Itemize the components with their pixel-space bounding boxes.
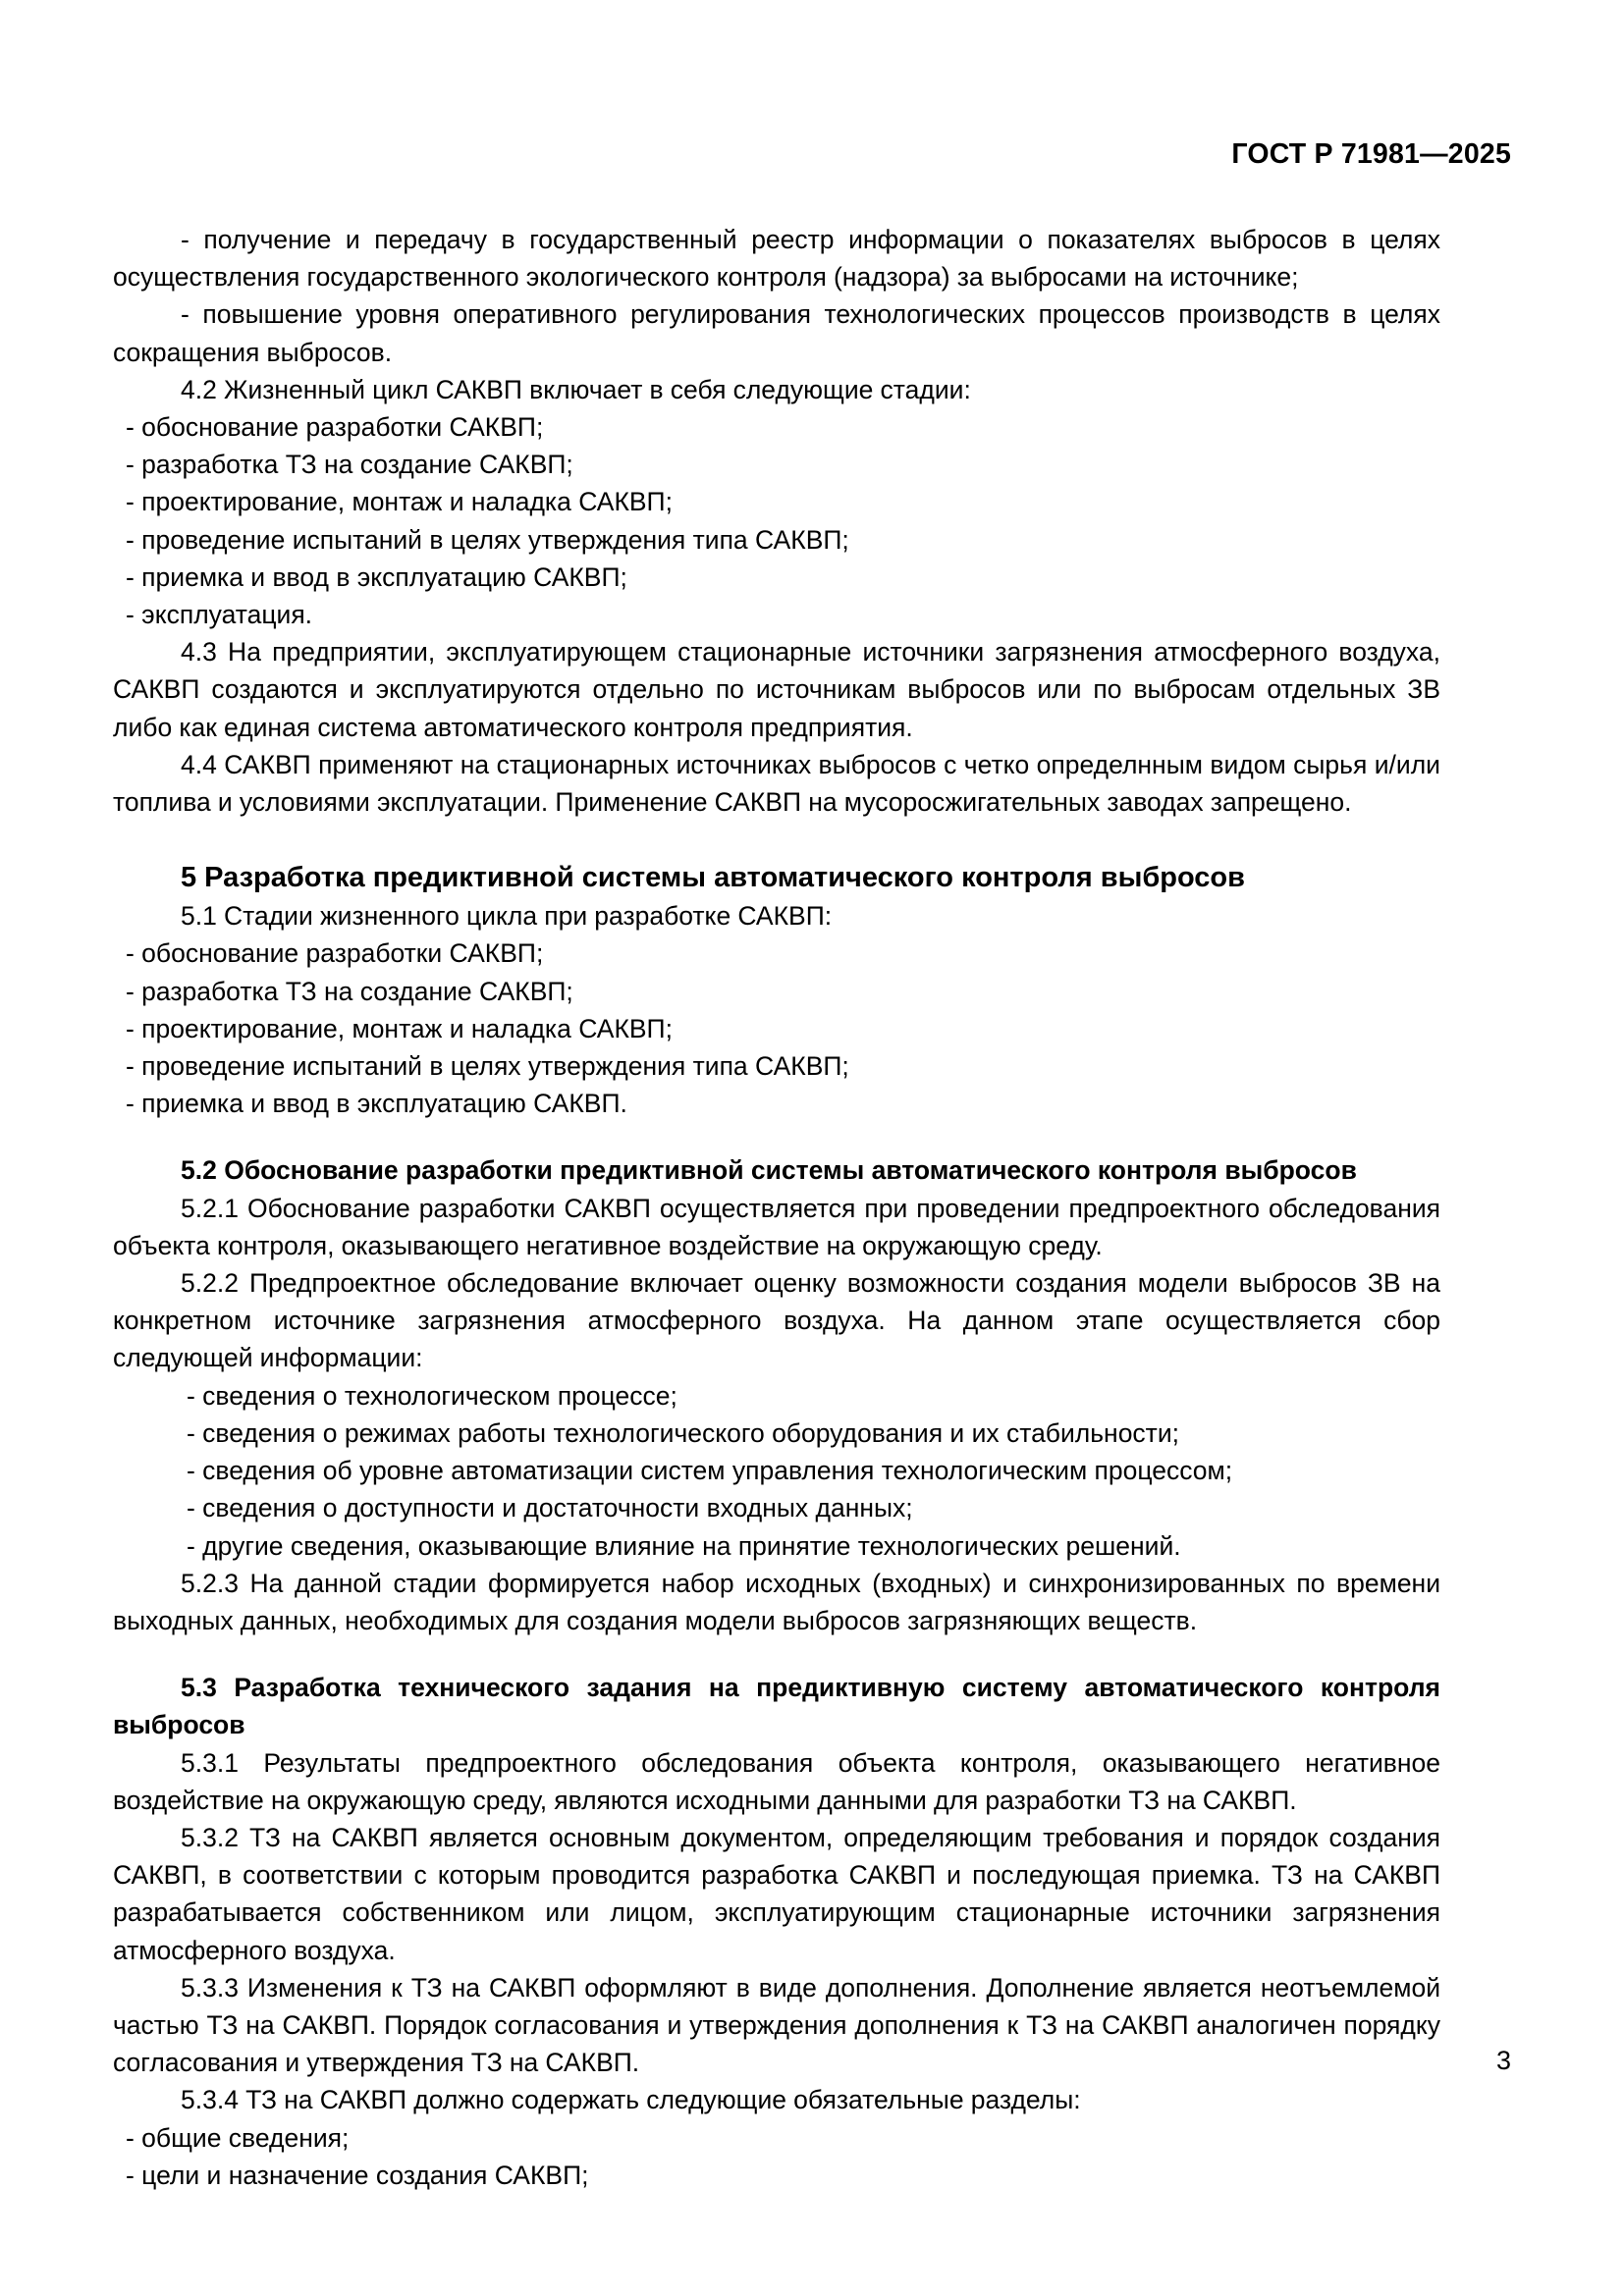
paragraph-4-3: 4.3 На предприятии, эксплуатирующем стационарные источники загрязнения атмосферного воздуха, САКВП создаются и эксплуатируются отдельно по источникам выбросов или по выбросам отдельных ЗВ либо как единая система автоматического контроля предприятия. — [113, 637, 1440, 742]
list-item-survey-equipment-modes: - сведения о режимах работы технологического оборудования и их стабильности; — [187, 1417, 1179, 1448]
section-heading-5: 5 Разработка предиктивной системы автоматического контроля выбросов — [181, 862, 1245, 894]
list-item-5-1-testing: - проведение испытаний в целях утверждения типа САКВП; — [126, 1051, 849, 1082]
paragraph-5-2-1: 5.2.1 Обоснование разработки САКВП осуществляется при проведении предпроектного обследования объекта контроля, оказывающего негативное воздействие на окружающую среду. — [113, 1193, 1440, 1260]
paragraph-bullet-receive-transfer: - получение и передачу в государственный реестр информации о показателях выбросов в целях осуществления государственного экологического контроля (надзора) за выбросами на источнике; — [113, 225, 1440, 293]
list-item-lifecycle-acceptance: - приемка и ввод в эксплуатацию САКВП; — [126, 561, 627, 592]
list-item-5-1-justification: - обоснование разработки САКВП; — [126, 938, 544, 969]
list-item-lifecycle-justification: - обоснование разработки САКВП; — [126, 412, 544, 443]
list-item-lifecycle-tz-development: - разработка ТЗ на создание САКВП; — [126, 450, 573, 480]
list-item-lifecycle-design-install: - проектирование, монтаж и наладка САКВП; — [126, 487, 673, 517]
paragraph-5-1: 5.1 Стадии жизненного цикла при разработке САКВП: — [181, 901, 833, 932]
paragraph-5-3-3: 5.3.3 Изменения к ТЗ на САКВП оформляют в виде дополнения. Дополнение является неотъемлемой частью ТЗ на САКВП. Порядок согласования и утверждения дополнения к ТЗ на САКВП аналогичен порядку согласования и утверждения ТЗ на САКВП. — [113, 1972, 1440, 2078]
paragraph-bullet-raise-level: - повышение уровня оперативного регулирования технологических процессов производств в целях сокращения выбросов. — [113, 299, 1440, 367]
list-item-lifecycle-testing: - проведение испытаний в целях утверждения типа САКВП; — [126, 524, 849, 555]
page-content — [113, 221, 1440, 2194]
list-item-survey-automation-level: - сведения об уровне автоматизации систем управления технологическим процессом; — [187, 1456, 1233, 1486]
list-item-survey-data-availability: - сведения о доступности и достаточности входных данных; — [187, 1493, 913, 1523]
paragraph-5-3-2: 5.3.2 ТЗ на САКВП является основным документом, определяющим требования и порядок создания САКВП, в соответствии с которым проводится разработка САКВП и последующая приемка. ТЗ на САКВП разрабатывается собственником или лицом, эксплуатирующим стационарные источники загрязнения атмосферного воздуха. — [113, 1822, 1440, 1965]
list-item-5-1-acceptance: - приемка и ввод в эксплуатацию САКВП. — [126, 1089, 627, 1119]
list-item-survey-process-info: - сведения о технологическом процессе; — [187, 1380, 677, 1411]
section-heading-5-2: 5.2 Обоснование разработки предиктивной системы автоматического контроля выбросов — [181, 1155, 1357, 1186]
paragraph-5-3-1: 5.3.1 Результаты предпроектного обследования объекта контроля, оказывающего негативное воздействие на окружающую среду, являются исходными данными для разработки ТЗ на САКВП. — [113, 1747, 1440, 1815]
paragraph-5-2-3: 5.2.3 На данной стадии формируется набор исходных (входных) и синхронизированных по времени выходных данных, необходимых для создания модели выбросов загрязняющих веществ. — [113, 1568, 1440, 1635]
list-item-5-1-design-install: - проектирование, монтаж и наладка САКВП; — [126, 1013, 673, 1043]
page-header-standard-number: ГОСТ Р 71981—2025 — [1231, 138, 1511, 170]
list-item-survey-other-info: - другие сведения, оказывающие влияние на принятие технологических решений. — [187, 1530, 1181, 1561]
list-item-5-1-tz-development: - разработка ТЗ на создание САКВП; — [126, 976, 573, 1006]
section-heading-5-3: 5.3 Разработка технического задания на предиктивную систему автоматического контроля выбросов — [113, 1673, 1440, 1740]
paragraph-5-2-2: 5.2.2 Предпроектное обследование включает оценку возможности создания модели выбросов ЗВ на конкретном источнике загрязнения атмосферного воздуха. На данном этапе осуществляется сбор следующей информации: — [113, 1268, 1440, 1373]
paragraph-5-3-4: 5.3.4 ТЗ на САКВП должно содержать следующие обязательные разделы: — [181, 2085, 1081, 2115]
paragraph-4-4: 4.4 САКВП применяют на стационарных источниках выбросов с четко определнным видом сырья и/или топлива и условиями эксплуатации. Применение САКВП на мусоросжигательных заводах запрещено. — [113, 749, 1440, 818]
paragraph-4-2: 4.2 Жизненный цикл САКВП включает в себя следующие стадии: — [181, 374, 971, 404]
page-number: 3 — [1495, 2046, 1511, 2075]
list-item-tz-goals-purpose: - цели и назначение создания САКВП; — [126, 2160, 589, 2190]
list-item-tz-general-info: - общие сведения; — [126, 2122, 350, 2153]
list-item-lifecycle-operation: - эксплуатация. — [126, 600, 313, 630]
